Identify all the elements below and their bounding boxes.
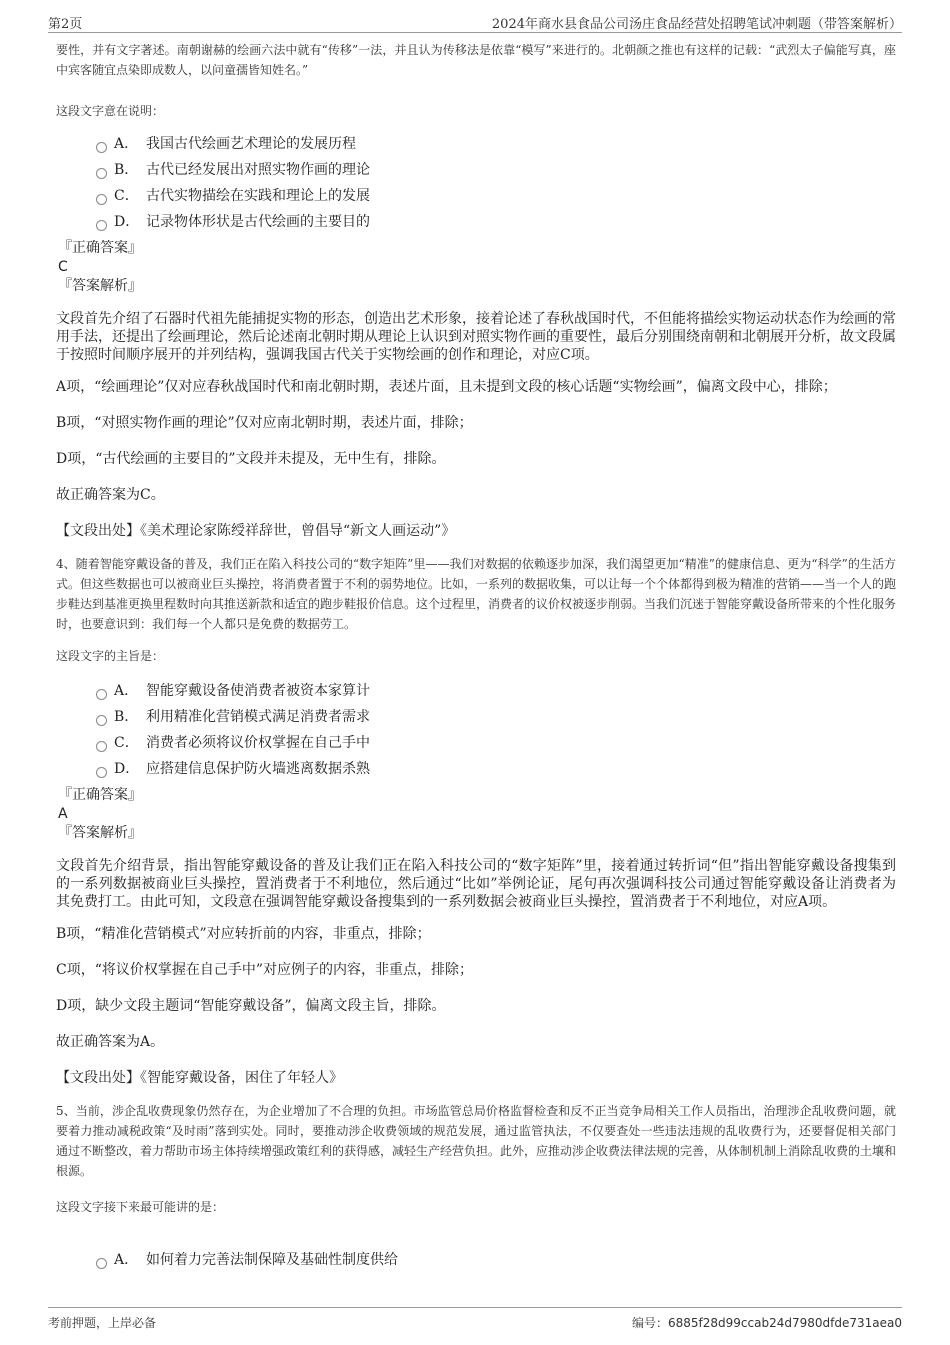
q4-analysis-b: B项，“精准化营销模式”对应转折前的内容，非重点，排除； <box>56 926 431 942</box>
q4-option-a[interactable]: A． 智能穿戴设备使消费者被资本家算计 <box>96 678 896 704</box>
radio-icon[interactable] <box>96 168 107 179</box>
q4-analysis-c: C项，“将议价权掌握在自己手中”对应例子的内容，非重点，排除； <box>56 962 474 978</box>
q5-option-a[interactable]: A． 如何着力完善法制保障及基础性制度供给 <box>96 1247 896 1273</box>
radio-icon[interactable] <box>96 1258 107 1269</box>
radio-icon[interactable] <box>96 220 107 231</box>
q3-analysis-main: 文段首先介绍了石器时代祖先能捕捉实物的形态，创造出艺术形象，接着论述了春秋战国时代，不但能将描绘实物运动状态作为绘画的常用手法，还提出了绘画理论，然后论述南北朝时期从理论上认识到对照实物作画的重要性，最后分别围绕南朝和北朝展开分析，故文段属于按照时间顺序展开的并列结构，强调我国古代关于实物绘画的创作和理论，对应C项。 <box>56 311 896 363</box>
q4-option-b[interactable]: B． 利用精准化营销模式满足消费者需求 <box>96 704 896 730</box>
document-code <box>632 1314 902 1331</box>
radio-icon[interactable] <box>96 194 107 205</box>
q4-options <box>96 678 896 782</box>
q5-passage: 5、当前，涉企乱收费现象仍然存在，为企业增加了不合理的负担。市场监管总局价格监督检查和反不正当竞争局相关工作人员指出，治理涉企乱收费问题，就要着力推动减税政策“及时雨”落到实处。同时，要推动涉企收费领域的规范发展，通过监管执法，不仅要查处一些违法违规的乱收费行为，还要督促相关部门通过不断整改，着力帮助市场主体持续增强政策红利的获得感，减轻生产经营负担。此外，应推动涉企收费法律法规的完善，从体制机制上消除乱收费的土壤和根源。 <box>56 1104 897 1178</box>
q3-analysis-b: B项，“对照实物作画的理论”仅对应南北朝时期，表述片面，排除； <box>56 415 473 431</box>
radio-icon[interactable] <box>96 767 107 778</box>
q4-analysis-d: D项，缺少文段主题词“智能穿戴设备”，偏离文段主旨，排除。 <box>56 998 446 1014</box>
q4-passage: 4、随着智能穿戴设备的普及，我们正在陷入科技公司的“数字矩阵”里——我们对数据的依赖逐步加深，我们渴望更加“精准”的健康信息、更为“科学”的生活方式。但这些数据也可以被商业巨头操控，将消费者置于不利的弱势地位。比如，一系列的数据收集，可以让每一个个体都得到极为精准的营销——当一个人的跑步鞋达到基准更换里程数时向其推送新款和适宜的跑步鞋报价信息。这个过程里，消费者的议价权被逐步削弱。当我们沉迷于智能穿戴设备所带来的个性化服务时，也要意识到：我们每一个人都只是免费的数据劳工。 <box>56 557 897 631</box>
radio-icon[interactable] <box>96 689 107 700</box>
q4-analysis-label: 『答案解析』 <box>58 825 142 841</box>
q4-conclusion: 故正确答案为A。 <box>56 1034 165 1050</box>
q4-option-d[interactable]: D． 应搭建信息保护防火墙逃离数据杀熟 <box>96 756 896 782</box>
page-footer <box>48 1307 902 1338</box>
document-code-label: 编号： <box>632 1316 669 1330</box>
footer-slogan: 考前押题，上岸必备 <box>48 1316 157 1330</box>
q3-option-d[interactable]: D． 记录物体形状是古代绘画的主要目的 <box>96 209 896 235</box>
radio-icon[interactable] <box>96 142 107 153</box>
q3-options <box>96 131 896 235</box>
q5-prompt: 这段文字接下来最可能讲的是： <box>56 1200 225 1214</box>
document-title: 2024年商水县食品公司汤庄食品经营处招聘笔试冲刺题（带答案解析） <box>491 17 902 32</box>
q4-answer-label: 『正确答案』 <box>58 787 142 803</box>
q5-options <box>96 1247 896 1273</box>
page-header <box>48 10 902 33</box>
q3-option-a[interactable]: A． 我国古代绘画艺术理论的发展历程 <box>96 131 896 157</box>
q3-passage-tail: 要性，并有文字著述。南朝谢赫的绘画六法中就有“传移”一法，并且认为传移法是依靠“模写”来进行的。北朝颜之推也有这样的记载：“武烈太子偏能写真，座中宾客随宜点染即成数人，以问童孺皆知姓名。” <box>56 43 896 77</box>
q3-analysis-label: 『答案解析』 <box>58 278 142 294</box>
q4-source: 【文段出处】《智能穿戴设备，困住了年轻人》 <box>56 1070 343 1086</box>
q3-analysis-a: A项，“绘画理论”仅对应春秋战国时代和南北朝时期，表述片面，且未提到文段的核心话题“实物绘画”，偏离文段中心，排除； <box>56 379 837 395</box>
radio-icon[interactable] <box>96 741 107 752</box>
q3-option-c[interactable]: C． 古代实物描绘在实践和理论上的发展 <box>96 183 896 209</box>
q3-answer-label: 『正确答案』 <box>58 240 142 256</box>
q4-analysis-main: 文段首先介绍背景，指出智能穿戴设备的普及让我们正在陷入科技公司的“数字矩阵”里，接着通过转折词“但”指出智能穿戴设备搜集到的一系列数据被商业巨头操控，置消费者于不利地位，然后通过“比如”举例论证，尾句再次强调科技公司通过智能穿戴设备让消费者为其免费打工。由此可知，文段意在强调智能穿戴设备搜集到的一系列数据会被商业巨头操控，置消费者于不利地位，对应A项。 <box>56 858 896 910</box>
document-code-value: 6885f28d99ccab24d7980dfde731aea0 <box>668 1316 902 1330</box>
q3-source: 【文段出处】《美术理论家陈绶祥辞世，曾倡导“新文人画运动”》 <box>56 523 456 539</box>
q4-answer: A <box>58 806 68 822</box>
q3-option-b[interactable]: B． 古代已经发展出对照实物作画的理论 <box>96 157 896 183</box>
q3-answer: C <box>58 259 68 275</box>
q4-prompt: 这段文字的主旨是： <box>56 649 165 663</box>
page-number: 第2页 <box>48 17 83 32</box>
q3-conclusion: 故正确答案为C。 <box>56 487 165 503</box>
radio-icon[interactable] <box>96 715 107 726</box>
q4-option-c[interactable]: C． 消费者必须将议价权掌握在自己手中 <box>96 730 896 756</box>
q3-prompt: 这段文字意在说明： <box>56 104 165 118</box>
page-content <box>56 40 896 1273</box>
q3-analysis-d: D项，“古代绘画的主要目的”文段并未提及，无中生有，排除。 <box>56 451 446 467</box>
